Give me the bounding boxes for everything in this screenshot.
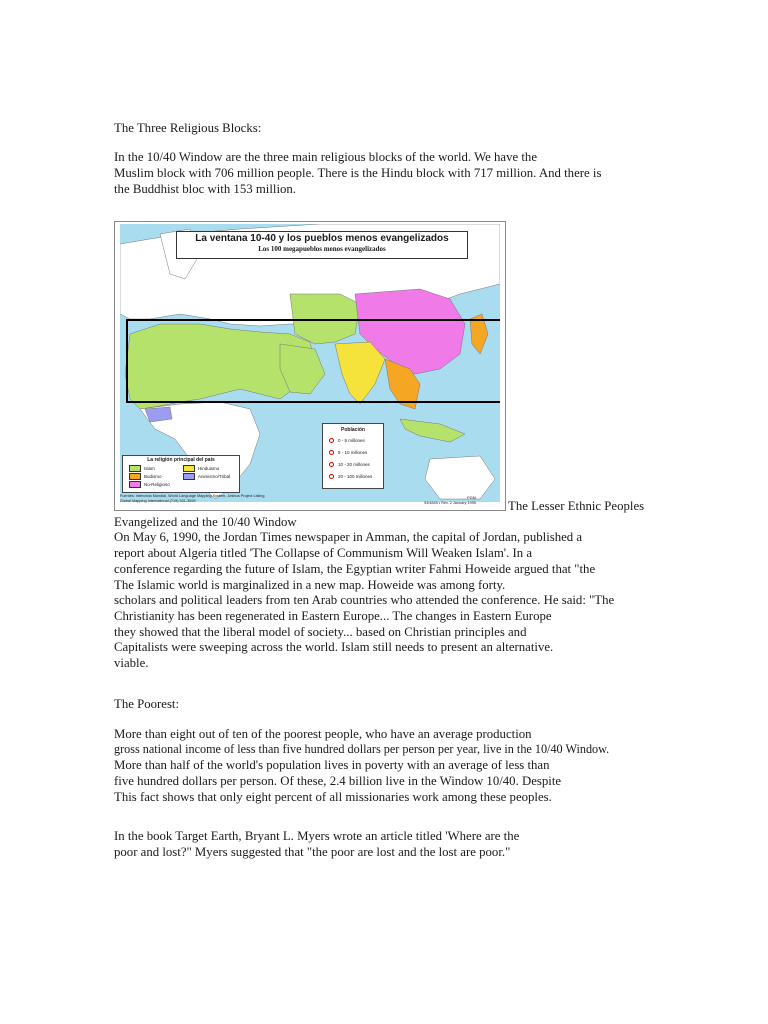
legend-label: Animismo/Tribal bbox=[198, 474, 231, 479]
legend-item-nonreligious bbox=[129, 481, 170, 488]
body-line: conference regarding the future of Islam, the Egyptian writer Fahmi Howeide argued that "the bbox=[114, 562, 596, 576]
legend-label: No-Religioso bbox=[144, 482, 170, 487]
intro-line: In the 10/40 Window are the three main religious blocks of the world. We have the bbox=[114, 150, 538, 164]
region-islam-indonesia bbox=[400, 419, 465, 442]
legend-label: Islam bbox=[144, 466, 155, 471]
population-dot-icon bbox=[329, 462, 334, 467]
body-line: viable. bbox=[114, 656, 149, 670]
body-line: report about Algeria titled 'The Collapse of Communism Will Weaken Islam'. In a bbox=[114, 546, 533, 560]
region-hindu-india bbox=[335, 342, 385, 404]
legend-label: Hinduismo bbox=[198, 466, 220, 471]
body-line: five hundred dollars per person. Of these, 2.4 billion live in the Window 10/40. Despite bbox=[114, 774, 562, 788]
population-dot-icon bbox=[329, 474, 334, 479]
population-dot-icon bbox=[329, 438, 334, 443]
map-title: La ventana 10-40 y los pueblos menos evangelizados bbox=[195, 233, 449, 244]
population-item bbox=[329, 438, 365, 443]
body-line: Evangelized and the 10/40 Window bbox=[114, 515, 297, 529]
population-label: 5 - 10 millones bbox=[338, 450, 368, 455]
legend-label: Budismo bbox=[144, 474, 162, 479]
intro-line: the Buddhist bloc with 153 million. bbox=[114, 182, 296, 196]
region-animist-west-africa bbox=[145, 407, 172, 422]
legend-swatch bbox=[183, 465, 195, 472]
region-australia bbox=[425, 456, 495, 499]
legend-swatch bbox=[129, 465, 141, 472]
body-line: scholars and political leaders from ten Arab countries who attended the conference. He said: "The bbox=[114, 593, 615, 607]
map-credit-line: PGM bbox=[467, 496, 476, 500]
map-source-line: Global Mapping International (719) 531-3599 bbox=[120, 498, 196, 503]
legend-item-buddhist bbox=[129, 473, 162, 480]
population-label: 0 - 5 millones bbox=[338, 438, 365, 443]
body-line: This fact shows that only eight percent of all missionaries work among these peoples. bbox=[114, 790, 552, 804]
heading-religious-blocks: The Three Religious Blocks: bbox=[114, 121, 262, 135]
legend-swatch bbox=[129, 473, 141, 480]
body-line: More than eight out of ten of the poorest people, who have an average production bbox=[114, 727, 532, 741]
body-line: poor and lost?" Myers suggested that "the poor are lost and the lost are poor." bbox=[114, 845, 511, 859]
legend-swatch bbox=[129, 481, 141, 488]
caption-tail: The Lesser Ethnic Peoples bbox=[508, 499, 645, 513]
population-legend bbox=[322, 423, 384, 489]
map-credit bbox=[424, 496, 476, 505]
map-title-box bbox=[176, 231, 468, 259]
population-title: Población bbox=[341, 427, 365, 433]
legend-item-hindu bbox=[183, 465, 219, 472]
heading-poorest: The Poorest: bbox=[114, 697, 180, 711]
population-item bbox=[329, 462, 370, 467]
map-credit-line: 93/4845 • Rev. 2 January 1995 bbox=[424, 500, 476, 505]
intro-line: Muslim block with 706 million people. There is the Hindu block with 717 million. And there is bbox=[114, 166, 602, 180]
population-label: 20 - 100 millones bbox=[338, 474, 373, 479]
map-source-line: Fuentes: Interceda Mundial, World Language Mapping System, Joshua Project Listing bbox=[120, 494, 265, 498]
map-10-40-window bbox=[114, 221, 506, 511]
population-label: 10 - 20 millones bbox=[338, 462, 370, 467]
body-line: Christianity has been regenerated in Eastern Europe... The changes in Eastern Europe bbox=[114, 609, 552, 623]
body-line: they showed that the liberal model of society... based on Christian principles and bbox=[114, 625, 527, 639]
population-item bbox=[329, 450, 367, 455]
body-line: Capitalists were sweeping across the world. Islam still needs to present an alternative. bbox=[114, 640, 554, 654]
body-line: gross national income of less than five hundred dollars per person per year, live in the 10/40 Window. bbox=[114, 742, 610, 756]
legend-title: La religión principal del país bbox=[147, 457, 215, 463]
legend-item-animist bbox=[183, 473, 230, 480]
population-item bbox=[329, 474, 372, 479]
legend-swatch bbox=[183, 473, 195, 480]
map-sources bbox=[120, 494, 265, 503]
map-subtitle: Los 100 megapueblos menos evangelizados bbox=[258, 245, 386, 253]
religion-legend bbox=[122, 455, 240, 493]
population-dot-icon bbox=[329, 450, 334, 455]
body-line: The Islamic world is marginalized in a new map. Howeide was among forty. bbox=[114, 578, 506, 592]
body-line: On May 6, 1990, the Jordan Times newspaper in Amman, the capital of Jordan, published a bbox=[114, 530, 583, 544]
body-line: More than half of the world's population lives in poverty with an average of less than bbox=[114, 758, 550, 772]
legend-item-islam bbox=[129, 465, 155, 472]
body-line: In the book Target Earth, Bryant L. Myers wrote an article titled 'Where are the bbox=[114, 829, 520, 843]
